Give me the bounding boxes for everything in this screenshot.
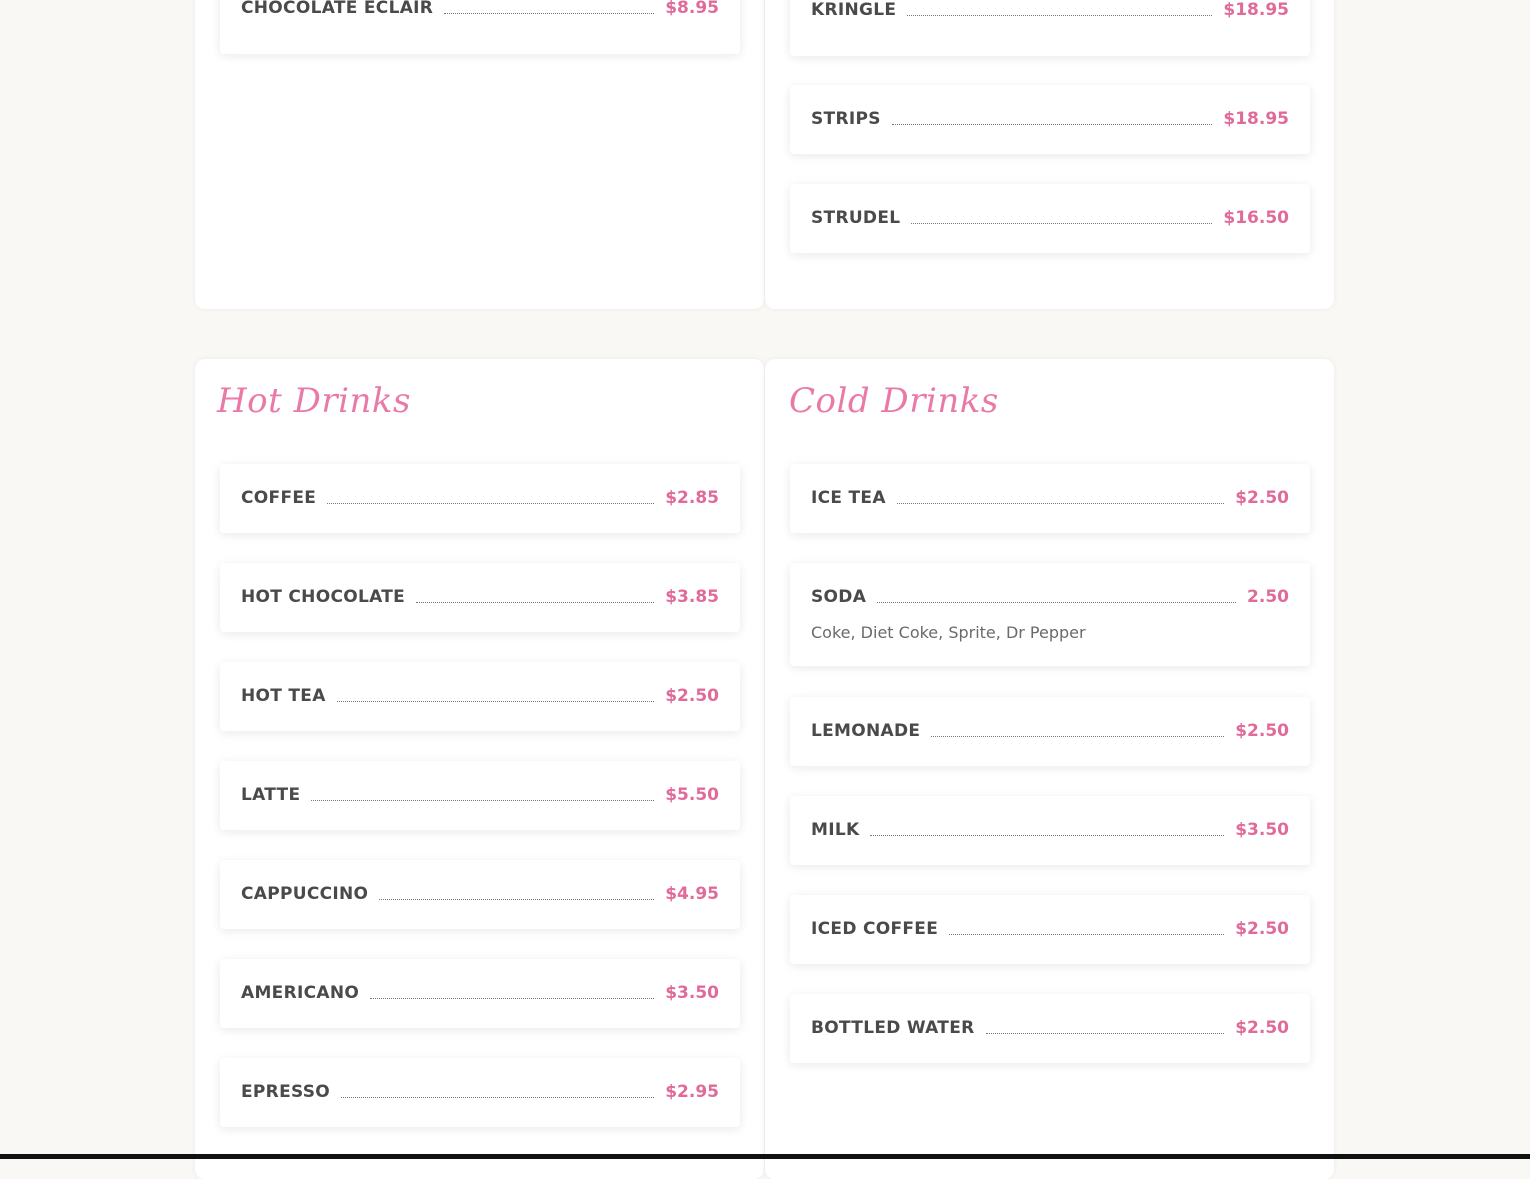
item-name: MILK [811, 820, 860, 840]
dotted-leader [911, 223, 1212, 224]
menu-item [790, 796, 1310, 865]
item-price: $2.50 [665, 686, 719, 706]
item-price: $2.50 [1235, 488, 1289, 508]
cold-drinks-panel [765, 359, 1334, 1179]
dotted-leader [327, 503, 654, 504]
menu-item [220, 959, 740, 1028]
menu-item [220, 563, 740, 632]
dotted-leader [341, 1097, 654, 1098]
item-name: HOT TEA [241, 686, 326, 706]
menu-item [790, 563, 1310, 666]
dotted-leader [311, 800, 654, 801]
item-price: $2.85 [665, 488, 719, 508]
dotted-leader [907, 15, 1212, 16]
item-price: $2.50 [1235, 1018, 1289, 1038]
item-price: $18.95 [1223, 0, 1289, 20]
hot-drinks-panel [195, 359, 764, 1179]
item-price: $18.95 [1223, 109, 1289, 129]
dotted-leader [877, 602, 1236, 603]
item-price: $16.50 [1223, 208, 1289, 228]
item-name: CAPPUCCINO [241, 884, 369, 904]
item-name: ICED COFFEE [811, 919, 939, 939]
dotted-leader [897, 503, 1224, 504]
dotted-leader [370, 998, 654, 999]
item-name: LEMONADE [811, 721, 921, 741]
menu-item [790, 184, 1310, 253]
bottom-border [0, 1154, 1530, 1159]
dotted-leader [931, 736, 1224, 737]
item-price: $2.95 [665, 1082, 719, 1102]
dotted-leader [379, 899, 654, 900]
item-price: $2.50 [1235, 721, 1289, 741]
menu-item [220, 1058, 740, 1127]
menu-item [220, 464, 740, 533]
item-name: COFFEE [241, 488, 317, 508]
item-description: Coke, Diet Coke, Sprite, Dr Pepper [811, 623, 1086, 642]
dotted-leader [444, 13, 654, 14]
item-price: $8.95 [665, 0, 719, 18]
menu-item [220, 761, 740, 830]
item-name: SODA [811, 587, 867, 607]
bakery-panel-left [195, 0, 764, 309]
section-title-hot-drinks: Hot Drinks [217, 381, 411, 421]
item-price: $3.85 [665, 587, 719, 607]
item-name: KRINGLE [811, 0, 897, 20]
item-price: $5.50 [665, 785, 719, 805]
dotted-leader [870, 835, 1224, 836]
item-price: $2.50 [1235, 919, 1289, 939]
menu-item [220, 860, 740, 929]
menu-item [790, 697, 1310, 766]
item-name: EPRESSO [241, 1082, 331, 1102]
menu-item [220, 0, 740, 54]
bakery-panel-right [765, 0, 1334, 309]
menu-item [790, 994, 1310, 1063]
item-name: CHOCOLATE ECLAIR [241, 0, 434, 18]
dotted-leader [986, 1033, 1225, 1034]
menu-item [220, 662, 740, 731]
item-price: $4.95 [665, 884, 719, 904]
item-price: $3.50 [665, 983, 719, 1003]
item-name: LATTE [241, 785, 301, 805]
item-price: $3.50 [1235, 820, 1289, 840]
dotted-leader [892, 124, 1213, 125]
item-name: HOT CHOCOLATE [241, 587, 406, 607]
item-name: BOTTLED WATER [811, 1018, 975, 1038]
section-title-cold-drinks: Cold Drinks [789, 381, 999, 421]
item-name: ICE TEA [811, 488, 886, 508]
menu-item [790, 0, 1310, 56]
menu-item [790, 464, 1310, 533]
menu-item [790, 895, 1310, 964]
item-name: AMERICANO [241, 983, 360, 1003]
dotted-leader [949, 934, 1224, 935]
item-name: STRIPS [811, 109, 881, 129]
dotted-leader [337, 701, 655, 702]
dotted-leader [416, 602, 654, 603]
menu-item [790, 85, 1310, 154]
item-name: STRUDEL [811, 208, 901, 228]
item-price: 2.50 [1247, 587, 1289, 607]
